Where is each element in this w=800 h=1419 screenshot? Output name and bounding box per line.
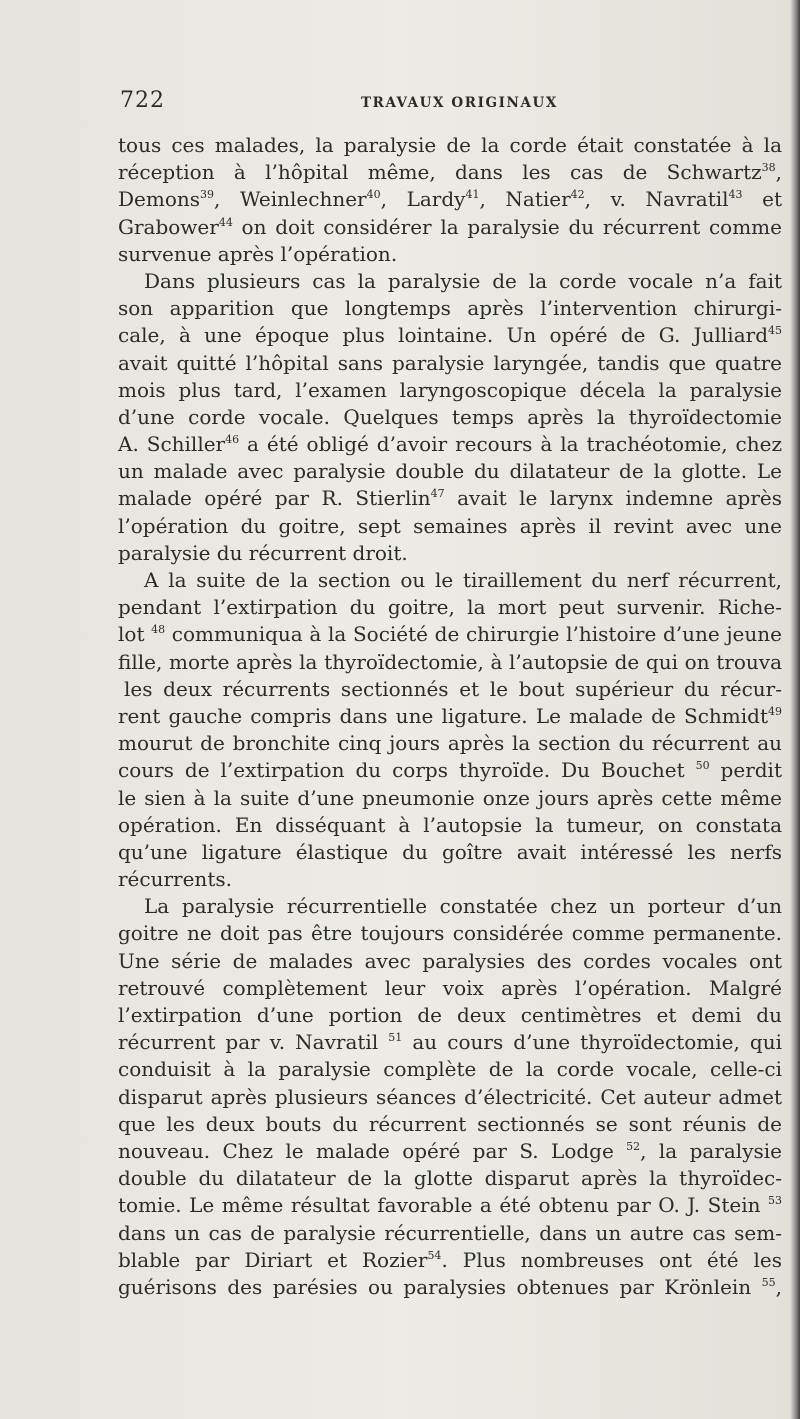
footnote-ref: 44 bbox=[218, 215, 233, 229]
text-run: dans un cas de paralysie récurrentielle, dans un autre cas sem- bbox=[118, 1220, 782, 1245]
text-line bbox=[118, 1029, 782, 1056]
text-run: La paralysie récurrentielle constatée chez un porteur d’un bbox=[144, 894, 782, 919]
footnote-ref: 47 bbox=[430, 487, 445, 501]
text-run: A la suite de la section ou le tiraillement du nerf récurrent, bbox=[144, 568, 782, 592]
text-run: l’opération du goitre, sept semaines après il revint avec une bbox=[118, 513, 782, 538]
text-run: mourut de bronchite cinq jours après la section du récurrent au bbox=[118, 731, 782, 756]
text-run: nouveau. Chez le malade opéré par S. Lodge bbox=[118, 1138, 627, 1163]
text-line bbox=[118, 1002, 782, 1029]
text-run: communiqua à la Société de chirurgie l’histoire d’une jeune bbox=[165, 622, 782, 647]
text-run: Dans plusieurs cas la paralysie de la corde vocale n’a fait bbox=[144, 268, 782, 293]
footnote-ref: 52 bbox=[626, 1139, 641, 1153]
running-title: TRAVAUX ORIGINAUX bbox=[361, 95, 559, 111]
footnote-ref: 38 bbox=[761, 161, 776, 175]
footnote-ref: 41 bbox=[465, 188, 480, 202]
text-run: Une série de malades avec paralysies des cordes vocales ont bbox=[118, 948, 782, 973]
text-run: survenue après l’opération. bbox=[118, 241, 398, 266]
text-line bbox=[118, 757, 782, 784]
text-run: A. Schiller bbox=[118, 432, 226, 457]
footnote-ref: 46 bbox=[225, 433, 240, 447]
text-run: malade opéré par R. Stierlin bbox=[118, 486, 431, 511]
text-run: on doit considérer la paralysie du récurrent comme bbox=[232, 214, 782, 239]
text-line bbox=[118, 132, 782, 159]
footnote-ref: 45 bbox=[768, 324, 782, 338]
footnote-ref: 43 bbox=[728, 188, 743, 202]
text-line bbox=[118, 567, 782, 594]
text-run: rent gauche compris dans une ligature. Le malade de Schmidt bbox=[118, 703, 768, 728]
footnote-ref: 53 bbox=[768, 1194, 782, 1208]
text-run: . Plus nombreuses ont été les bbox=[441, 1247, 782, 1272]
text-line bbox=[118, 730, 782, 757]
footnote-ref: 49 bbox=[768, 704, 782, 718]
text-run: lot bbox=[118, 622, 152, 647]
text-line bbox=[118, 1165, 782, 1192]
text-run: goitre ne doit pas être toujours considérée comme permanente. bbox=[118, 921, 782, 946]
text-line bbox=[118, 1138, 782, 1165]
text-run: a été obligé d’avoir recours à la trachéotomie, chez bbox=[239, 432, 782, 457]
text-run: paralysie du récurrent droit. bbox=[118, 540, 408, 565]
text-run: récurrent par v. Navratil bbox=[118, 1030, 389, 1055]
text-line bbox=[118, 458, 782, 485]
text-line bbox=[118, 350, 782, 377]
text-line bbox=[118, 839, 782, 866]
text-run: mois plus tard, l’examen laryngoscopique décela la paralysie bbox=[118, 377, 782, 402]
text-run: que les deux bouts du récurrent sectionnés se sont réunis de bbox=[118, 1111, 782, 1136]
text-line bbox=[118, 920, 782, 947]
footnote-ref: 51 bbox=[388, 1031, 403, 1045]
page-number: 722 bbox=[120, 88, 165, 113]
text-line bbox=[118, 1220, 782, 1247]
text-line bbox=[118, 214, 782, 241]
text-run: disparut après plusieurs séances d’électricité. Cet auteur admet bbox=[118, 1084, 782, 1109]
footnote-ref: 55 bbox=[761, 1275, 776, 1289]
text-run: fille, morte après la thyroïdectomie, à l’autopsie de qui on trouva bbox=[118, 649, 782, 674]
text-line bbox=[118, 241, 782, 268]
page-edge-shadow bbox=[790, 0, 800, 1419]
text-line bbox=[118, 431, 782, 458]
text-run: pendant l’extirpation du goitre, la mort peut survenir. Riche- bbox=[118, 595, 782, 620]
text-run: Grabower bbox=[118, 214, 219, 239]
text-run: , bbox=[775, 1274, 782, 1299]
text-run: avait quitté l’hôpital sans paralysie laryngée, tandis que quatre bbox=[118, 350, 782, 375]
text-run: , la paralysie bbox=[640, 1138, 782, 1163]
text-run: , Lardy bbox=[380, 187, 466, 212]
text-line bbox=[118, 1056, 782, 1083]
text-run: conduisit à la paralysie complète de la corde vocale, celle-ci bbox=[118, 1057, 782, 1082]
text-run: double du dilatateur de la glotte disparut après la thyroïdec- bbox=[118, 1166, 782, 1191]
text-line bbox=[118, 404, 782, 431]
text-run: cale, à une époque plus lointaine. Un opéré de G. Julliard bbox=[118, 323, 768, 348]
text-run: et bbox=[742, 187, 782, 212]
text-run: Demons bbox=[118, 187, 201, 212]
text-line bbox=[118, 540, 782, 567]
text-line bbox=[118, 866, 782, 893]
footnote-ref: 48 bbox=[151, 623, 166, 637]
text-line bbox=[118, 513, 782, 540]
text-line bbox=[118, 268, 782, 295]
text-run: qu’une ligature élastique du goître avait intéressé les nerfs bbox=[118, 839, 782, 864]
text-line bbox=[118, 621, 782, 648]
text-line bbox=[118, 377, 782, 404]
text-run: guérisons des parésies ou paralysies obtenues par Krönlein bbox=[118, 1274, 762, 1299]
body-text bbox=[118, 132, 782, 1301]
text-line bbox=[118, 948, 782, 975]
text-line bbox=[118, 812, 782, 839]
text-run: les deux récurrents sectionnés et le bout supérieur du récur- bbox=[124, 676, 782, 701]
text-line bbox=[118, 1111, 782, 1138]
text-line bbox=[118, 594, 782, 621]
text-run: , Weinlechner bbox=[214, 187, 367, 212]
text-line bbox=[118, 649, 782, 676]
text-run: , v. Navratil bbox=[584, 187, 729, 212]
footnote-ref: 50 bbox=[695, 759, 710, 773]
text-run: l’extirpation d’une portion de deux centimètres et demi du bbox=[118, 1003, 782, 1027]
text-run: , bbox=[775, 160, 782, 185]
text-line bbox=[118, 1192, 782, 1219]
text-line bbox=[118, 1084, 782, 1111]
text-line bbox=[118, 1274, 782, 1301]
text-run: cours de l’extirpation du corps thyroïde. Du Bouchet bbox=[118, 758, 696, 783]
text-run: d’une corde vocale. Quelques temps après la thyroïdectomie bbox=[118, 404, 782, 429]
text-run: opération. En disséquant à l’autopsie la tumeur, on constata bbox=[118, 812, 782, 837]
footnote-ref: 39 bbox=[200, 188, 215, 202]
text-run: récurrents. bbox=[118, 867, 232, 892]
text-run: tomie. Le même résultat favorable a été obtenu par O. J. Stein bbox=[118, 1193, 768, 1218]
text-line bbox=[118, 703, 782, 730]
text-run: blable par Diriart et Rozier bbox=[118, 1247, 428, 1272]
text-line bbox=[118, 676, 782, 703]
text-run: un malade avec paralysie double du dilatateur de la glotte. Le bbox=[118, 459, 782, 484]
footnote-ref: 54 bbox=[427, 1248, 442, 1262]
text-run: son apparition que longtemps après l’intervention chirurgi- bbox=[118, 296, 782, 321]
text-run: , Natier bbox=[479, 187, 571, 212]
text-line bbox=[118, 485, 782, 512]
text-run: le sien à la suite d’une pneumonie onze jours après cette même bbox=[118, 785, 782, 810]
footnote-ref: 42 bbox=[570, 188, 585, 202]
page-header bbox=[120, 88, 780, 118]
text-line bbox=[118, 1247, 782, 1274]
text-run: avait le larynx indemne après bbox=[444, 486, 782, 511]
text-run: perdit bbox=[709, 758, 782, 783]
text-run: au cours d’une thyroïdectomie, qui bbox=[402, 1030, 782, 1055]
footnote-ref: 40 bbox=[366, 188, 381, 202]
text-line bbox=[118, 186, 782, 213]
text-run: tous ces malades, la paralysie de la corde était constatée à la bbox=[118, 133, 782, 157]
text-line bbox=[118, 322, 782, 349]
text-line bbox=[118, 785, 782, 812]
text-line bbox=[118, 295, 782, 322]
text-line bbox=[118, 159, 782, 186]
text-line bbox=[118, 893, 782, 920]
text-run: retrouvé complètement leur voix après l’opération. Malgré bbox=[118, 975, 782, 1000]
text-run: réception à l’hôpital même, dans les cas de Schwartz bbox=[118, 160, 762, 185]
text-line bbox=[118, 975, 782, 1002]
